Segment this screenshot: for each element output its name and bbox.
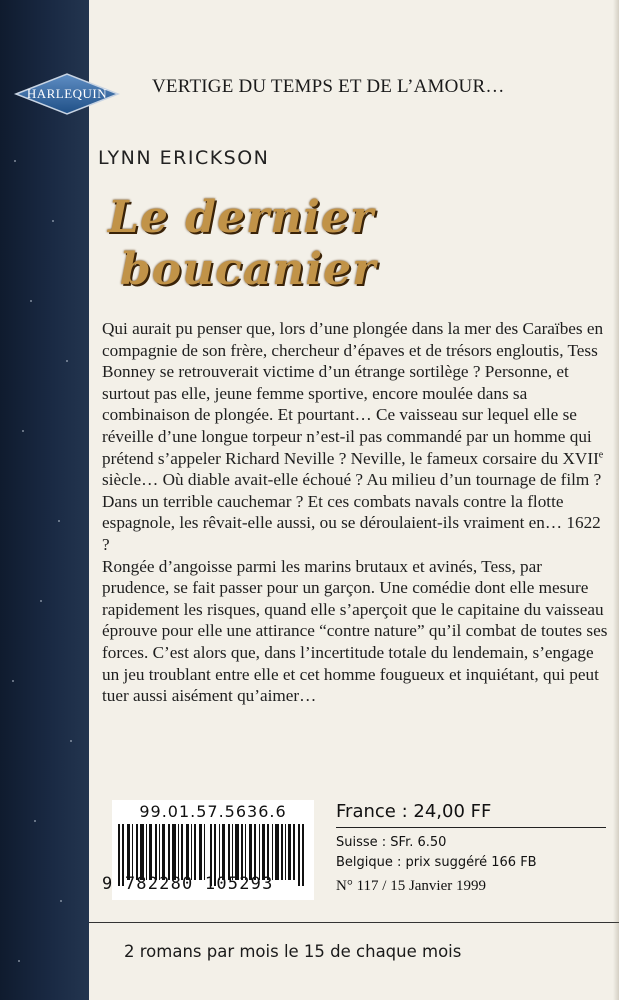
price-france: France : 24,00 FF: [336, 801, 492, 822]
navy-side-band: [0, 0, 89, 1000]
price-belgique: Belgique : prix suggéré 166 FB: [336, 855, 537, 870]
ordinal-superscript: e: [598, 448, 604, 460]
summary-paragraph-2: Rongée d’angoisse parmi les marins brutaux et avinés, Tess, par prudence, se fait passer pour un garçon. Une comédie dont elle mesure rapidement les risques, quand elle s’aperçoit que le capitaine du vaisseau éprouve pour elle une attirance “contre nature” qu’il combat de toutes ses forces. C’est alors que, dans l’incertitude totale du lendemain, s’engage un jeu troublant entre elle et cet homme fougueux et inquiétant, qui peut tuer aussi aisément qu’aimer…: [102, 556, 608, 706]
harlequin-logo: [12, 72, 122, 116]
book-title-line-1: Le dernier: [108, 192, 375, 243]
book-summary: [102, 318, 612, 707]
book-title-line-2: boucanier: [120, 244, 377, 295]
series-tagline: VERTIGE DU TEMPS ET DE L’AMOUR…: [152, 76, 505, 97]
ean-number: 9 782280 105293: [102, 874, 274, 894]
price-divider: [336, 827, 606, 828]
isbn-number: 99.01.57.5636.6: [139, 802, 287, 821]
footer-divider: [89, 922, 619, 923]
publication-frequency-note: 2 romans par mois le 15 de chaque mois: [124, 942, 462, 961]
logo-wordmark: HARLEQUIN: [26, 86, 108, 101]
book-title: [108, 192, 408, 296]
summary-paragraph-1: Qui aurait pu penser que, lors d’une plongée dans la mer des Caraïbes en compagnie de son frère, chercheur d’épaves et de trésors engloutis, Tess Bonney se retrouverait victime d’un étrange sortilège ? Personne, et surtout pas elle, jeune femme sportive, encore moulée dans sa combinaison de plongée. Et pourtant… Ce vaisseau sur lequel elle se réveille d’une longue torpeur n’est-il pas commandé par un homme qui prétend s’appeler Richard Neville ? Neville, le fameux corsaire du XVIIe siècle… Où diable avait-elle échoué ? Au milieu d’un tournage de film ? Dans un terrible cauchemar ? Et ces combats navals contre la flotte espagnole, les rêvait-elle aussi, ou se déroulaient-ils vraiment en… 1622 ?: [102, 319, 604, 554]
issue-number-date: N° 117 / 15 Janvier 1999: [336, 878, 487, 894]
price-suisse: Suisse : SFr. 6.50: [336, 835, 447, 850]
page-edge-shadow: [613, 0, 619, 1000]
author-name: LYNN ERICKSON: [98, 147, 270, 169]
